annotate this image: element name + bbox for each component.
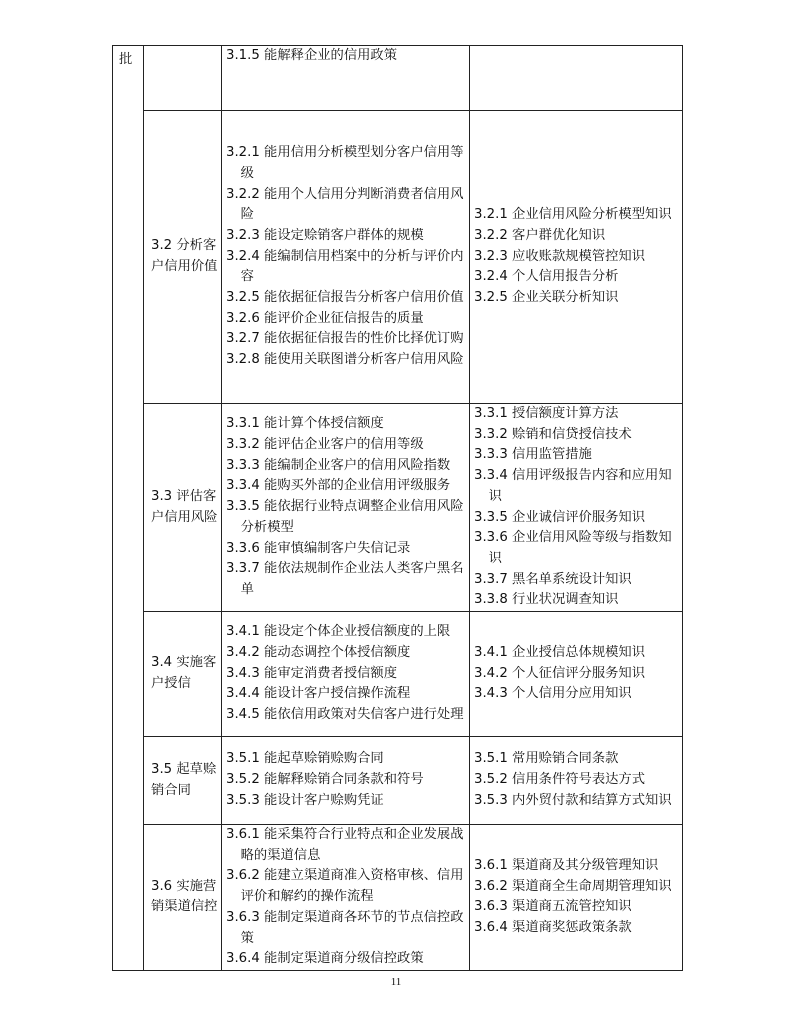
knowledge-item: 3.3.5 企业诚信评价服务知识 bbox=[474, 509, 646, 525]
skill-item: 3.3.5 能依据行业特点调整企业信用风险分析模型 bbox=[226, 499, 464, 535]
skill-item: 3.2.1 能用信用分析模型划分客户信用等级 bbox=[226, 145, 464, 181]
knowledge-item: 3.3.1 授信额度计算方法 bbox=[474, 406, 619, 421]
category-label: 批 bbox=[119, 52, 133, 67]
skill-item: 3.6.3 能制定渠道商各环节的节点信控政策 bbox=[226, 909, 464, 946]
skill-item: 3.2.2 能用个人信用分判断消费者信用风险 bbox=[226, 186, 464, 223]
knowledge-item: 3.3.2 赊销和信贷授信技术 bbox=[474, 426, 632, 442]
knowledge-cell bbox=[470, 46, 683, 111]
knowledge-item: 3.3.8 行业状况调查知识 bbox=[474, 592, 619, 608]
skill-item: 3.3.7 能依法规制作企业法人类客户黑名单 bbox=[226, 561, 464, 597]
skill-item: 3.4.1 能设定个体企业授信额度的上限 bbox=[226, 624, 451, 640]
skill-item: 3.2.7 能依据征信报告的性价比择优订购 bbox=[226, 331, 464, 347]
knowledge-item: 3.3.4 信用评级报告内容和应用知识 bbox=[474, 468, 672, 504]
skill-item: 3.1.5 能解释企业的信用政策 bbox=[226, 48, 398, 63]
category-cell bbox=[113, 46, 144, 971]
skill-cell bbox=[222, 825, 470, 971]
skill-cell bbox=[222, 46, 470, 111]
skill-item: 3.4.4 能设计客户授信操作流程 bbox=[226, 686, 411, 702]
knowledge-item: 3.2.5 企业关联分析知识 bbox=[474, 290, 619, 306]
work-item-cell bbox=[144, 404, 222, 612]
work-item: 3.3 评估客户信用风险 bbox=[151, 488, 218, 525]
skill-cell bbox=[222, 737, 470, 825]
skill-cell bbox=[222, 111, 470, 404]
knowledge-item: 3.6.4 渠道商奖惩政策条款 bbox=[474, 920, 632, 936]
skill-cell bbox=[222, 404, 470, 612]
skill-item: 3.3.1 能计算个体授信额度 bbox=[226, 416, 384, 432]
work-item-cell bbox=[144, 825, 222, 971]
table-row bbox=[113, 46, 683, 111]
knowledge-item: 3.2.4 个人信用报告分析 bbox=[474, 269, 619, 285]
skill-cell bbox=[222, 612, 470, 737]
page-number: 11 bbox=[390, 976, 402, 988]
knowledge-item: 3.6.3 渠道商五流管控知识 bbox=[474, 899, 632, 915]
work-item-cell bbox=[144, 111, 222, 404]
knowledge-item: 3.5.2 信用条件符号表达方式 bbox=[474, 772, 646, 788]
knowledge-item: 3.2.3 应收账款规模管控知识 bbox=[474, 248, 646, 264]
knowledge-cell bbox=[470, 612, 683, 737]
skill-item: 3.6.1 能采集符合行业特点和企业发展战略的渠道信息 bbox=[226, 827, 464, 863]
skill-item: 3.3.2 能评估企业客户的信用等级 bbox=[226, 437, 424, 453]
skill-item: 3.2.4 能编制信用档案中的分析与评价内容 bbox=[226, 248, 464, 285]
knowledge-item: 3.3.7 黑名单系统设计知识 bbox=[474, 571, 632, 587]
work-item-cell bbox=[144, 46, 222, 111]
knowledge-item: 3.4.3 个人信用分应用知识 bbox=[474, 686, 632, 702]
work-item-cell bbox=[144, 737, 222, 825]
knowledge-item: 3.2.1 企业信用风险分析模型知识 bbox=[474, 207, 672, 223]
skill-item: 3.4.2 能动态调控个体授信额度 bbox=[226, 644, 411, 660]
table-row bbox=[113, 612, 683, 737]
skill-item: 3.2.5 能依据征信报告分析客户信用价值 bbox=[226, 290, 464, 306]
skill-item: 3.3.4 能购买外部的企业信用评级服务 bbox=[226, 478, 451, 494]
skill-item: 3.3.6 能审慎编制客户失信记录 bbox=[226, 540, 411, 556]
skill-item: 3.2.3 能设定赊销客户群体的规模 bbox=[226, 227, 424, 243]
skill-item: 3.5.2 能解释赊销合同条款和符号 bbox=[226, 772, 424, 788]
work-item: 3.4 实施客户授信 bbox=[151, 655, 217, 692]
table-row bbox=[113, 737, 683, 825]
skills-table bbox=[112, 45, 683, 971]
skill-item: 3.2.8 能使用关联图谱分析客户信用风险 bbox=[226, 352, 464, 368]
knowledge-item: 3.3.3 信用监管措施 bbox=[474, 447, 592, 463]
skill-item: 3.4.3 能审定消费者授信额度 bbox=[226, 665, 398, 681]
skill-item: 3.5.3 能设计客户赊购凭证 bbox=[226, 792, 384, 808]
knowledge-item: 3.5.3 内外贸付款和结算方式知识 bbox=[474, 792, 672, 808]
skill-item: 3.5.1 能起草赊销赊购合同 bbox=[226, 751, 384, 767]
skill-item: 3.4.5 能依信用政策对失信客户进行处理 bbox=[226, 707, 464, 723]
skill-item: 3.6.2 能建立渠道商准入资格审核、信用评价和解约的操作流程 bbox=[226, 868, 464, 905]
work-item: 3.5 起草赊销合同 bbox=[151, 761, 217, 798]
knowledge-cell bbox=[470, 404, 683, 612]
work-item: 3.6 实施营销渠道信控 bbox=[151, 878, 218, 915]
skill-item: 3.2.6 能评价企业征信报告的质量 bbox=[226, 310, 424, 326]
knowledge-cell bbox=[470, 111, 683, 404]
table-row bbox=[113, 825, 683, 971]
work-item: 3.2 分析客户信用价值 bbox=[151, 238, 218, 274]
knowledge-item: 3.6.1 渠道商及其分级管理知识 bbox=[474, 858, 659, 874]
knowledge-item: 3.5.1 常用赊销合同条款 bbox=[474, 751, 619, 767]
table-row bbox=[113, 404, 683, 612]
knowledge-cell bbox=[470, 825, 683, 971]
work-item-cell bbox=[144, 612, 222, 737]
knowledge-item: 3.3.6 企业信用风险等级与指数知识 bbox=[474, 530, 672, 566]
knowledge-item: 3.6.2 渠道商全生命周期管理知识 bbox=[474, 878, 672, 894]
knowledge-item: 3.2.2 客户群优化知识 bbox=[474, 227, 606, 243]
skill-item: 3.3.3 能编制企业客户的信用风险指数 bbox=[226, 457, 451, 473]
skill-item: 3.6.4 能制定渠道商分级信控政策 bbox=[226, 951, 424, 967]
knowledge-item: 3.4.2 个人征信评分服务知识 bbox=[474, 665, 646, 681]
table-row bbox=[113, 111, 683, 404]
knowledge-item: 3.4.1 企业授信总体规模知识 bbox=[474, 644, 646, 660]
knowledge-cell bbox=[470, 737, 683, 825]
